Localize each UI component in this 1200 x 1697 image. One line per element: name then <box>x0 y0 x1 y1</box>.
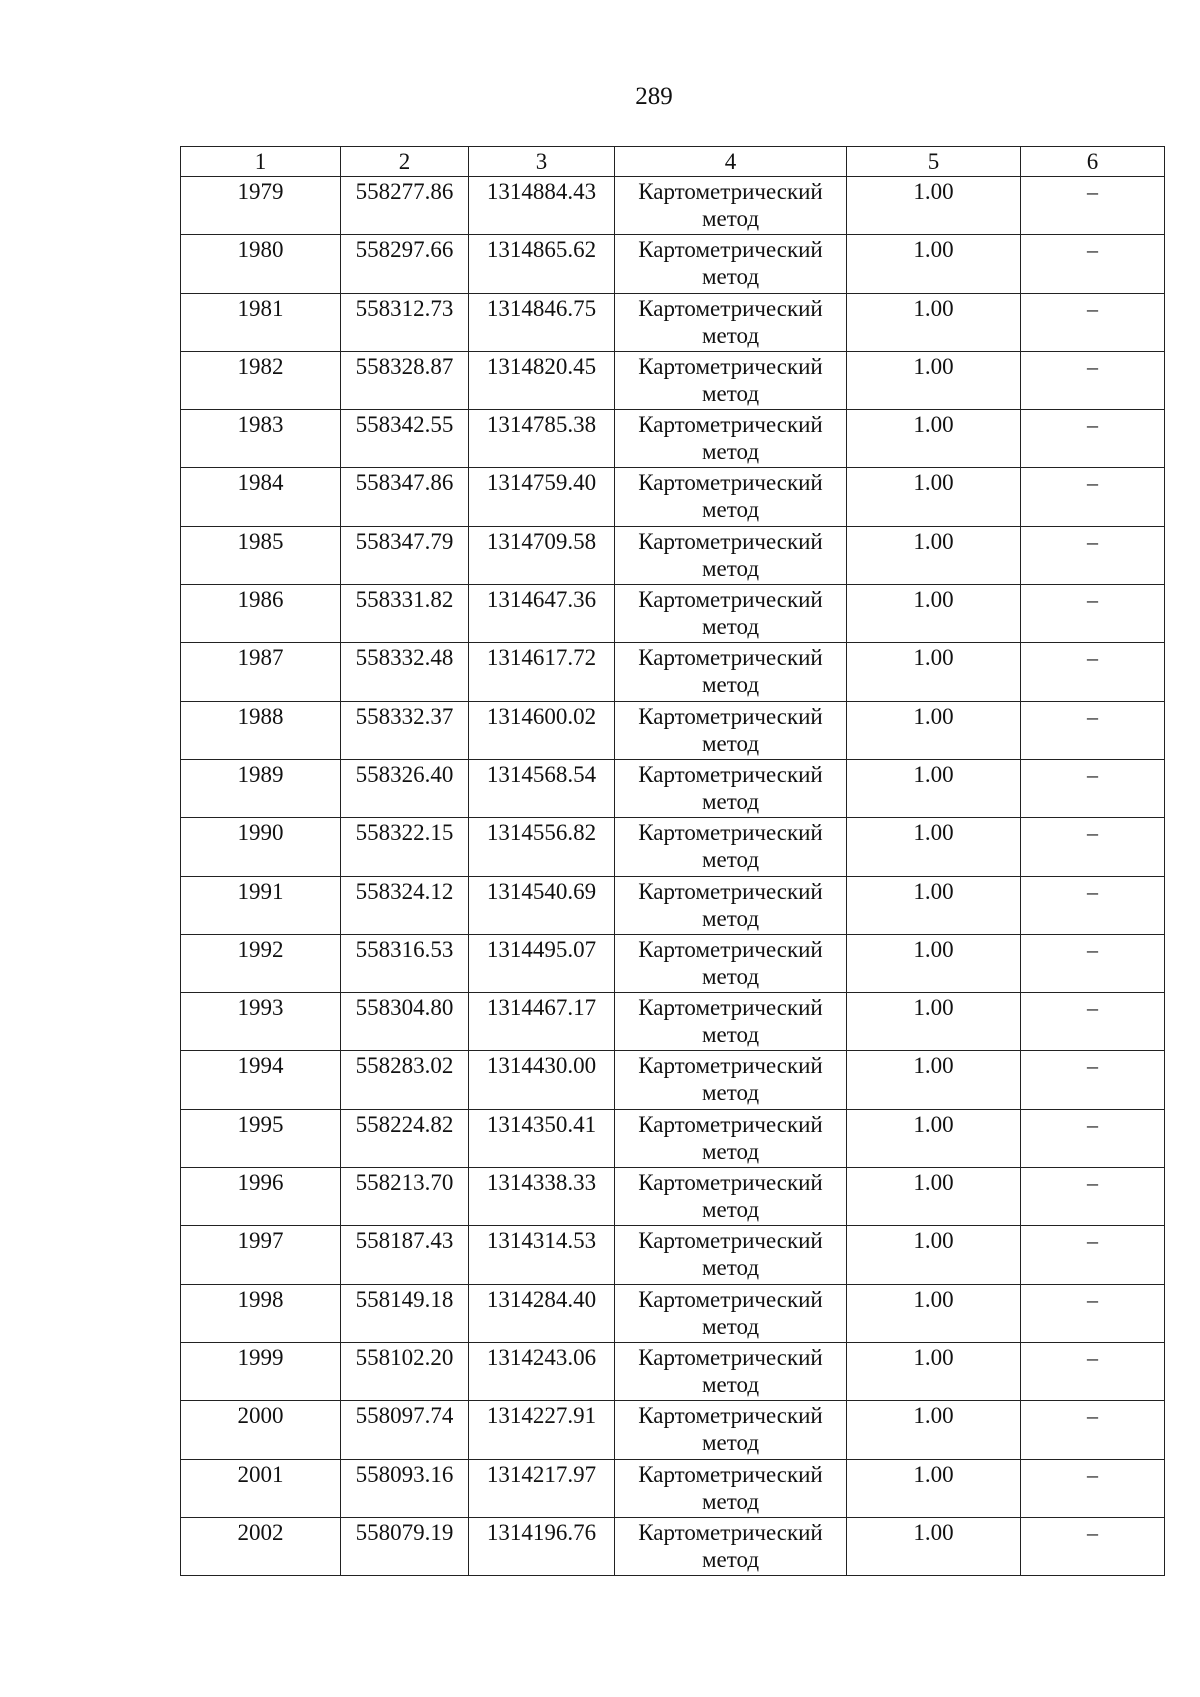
coordinate-y-cell: 1314243.06 <box>469 1342 615 1400</box>
method-text-line2: метод <box>701 1488 760 1514</box>
note-cell: – <box>1021 1168 1165 1226</box>
method-cell <box>615 1109 847 1167</box>
coordinate-y-cell: 1314884.43 <box>469 177 615 235</box>
accuracy-cell: 1.00 <box>847 351 1021 409</box>
method-cell <box>615 759 847 817</box>
note-cell: – <box>1021 293 1165 351</box>
point-number-cell: 1987 <box>181 643 341 701</box>
coordinate-x-cell: 558304.80 <box>341 993 469 1051</box>
method-text-line1: Картометрический <box>638 295 823 321</box>
note-cell: – <box>1021 701 1165 759</box>
table-row <box>181 293 1165 351</box>
method-text-line2: метод <box>701 1138 760 1164</box>
coordinates-table-container <box>180 146 1164 1576</box>
method-text-line1: Картометрический <box>638 1461 823 1487</box>
table-row <box>181 1517 1165 1575</box>
coordinate-x-cell: 558332.48 <box>341 643 469 701</box>
accuracy-cell: 1.00 <box>847 410 1021 468</box>
method-text-line1: Картометрический <box>638 237 823 263</box>
coordinate-x-cell: 558322.15 <box>341 818 469 876</box>
coordinate-y-cell: 1314759.40 <box>469 468 615 526</box>
accuracy-cell: 1.00 <box>847 585 1021 643</box>
note-cell: – <box>1021 876 1165 934</box>
method-text-line2: метод <box>701 1022 760 1048</box>
coordinate-x-cell: 558324.12 <box>341 876 469 934</box>
accuracy-cell: 1.00 <box>847 1342 1021 1400</box>
method-cell <box>615 1051 847 1109</box>
coordinate-y-cell: 1314556.82 <box>469 818 615 876</box>
note-cell: – <box>1021 993 1165 1051</box>
method-text-line1: Картометрический <box>638 703 823 729</box>
point-number-cell: 1992 <box>181 934 341 992</box>
table-row <box>181 1401 1165 1459</box>
method-text-line2: метод <box>701 1430 760 1456</box>
method-cell <box>615 410 847 468</box>
method-text-line2: метод <box>701 730 760 756</box>
accuracy-cell: 1.00 <box>847 1226 1021 1284</box>
accuracy-cell: 1.00 <box>847 993 1021 1051</box>
point-number-cell: 1999 <box>181 1342 341 1400</box>
accuracy-cell: 1.00 <box>847 643 1021 701</box>
column-header-4: 4 <box>615 147 847 177</box>
coordinate-y-cell: 1314820.45 <box>469 351 615 409</box>
header-row <box>181 147 1165 177</box>
method-text-line2: метод <box>701 555 760 581</box>
point-number-cell: 1980 <box>181 235 341 293</box>
method-text-line1: Картометрический <box>638 528 823 554</box>
coordinate-y-cell: 1314709.58 <box>469 526 615 584</box>
column-header-1: 1 <box>181 147 341 177</box>
point-number-cell: 1994 <box>181 1051 341 1109</box>
coordinate-y-cell: 1314540.69 <box>469 876 615 934</box>
method-cell <box>615 876 847 934</box>
point-number-cell: 2001 <box>181 1459 341 1517</box>
accuracy-cell: 1.00 <box>847 235 1021 293</box>
method-text-line2: метод <box>701 206 760 231</box>
coordinate-y-cell: 1314467.17 <box>469 993 615 1051</box>
coordinate-y-cell: 1314846.75 <box>469 293 615 351</box>
method-text-line1: Картометрический <box>638 820 823 846</box>
method-text-line2: метод <box>701 1371 760 1397</box>
table-row <box>181 934 1165 992</box>
accuracy-cell: 1.00 <box>847 1459 1021 1517</box>
coordinate-y-cell: 1314217.97 <box>469 1459 615 1517</box>
accuracy-cell: 1.00 <box>847 177 1021 235</box>
method-cell <box>615 1226 847 1284</box>
accuracy-cell: 1.00 <box>847 1284 1021 1342</box>
coordinate-y-cell: 1314617.72 <box>469 643 615 701</box>
method-cell <box>615 818 847 876</box>
point-number-cell: 1989 <box>181 759 341 817</box>
point-number-cell: 1995 <box>181 1109 341 1167</box>
method-text-line2: метод <box>701 322 760 348</box>
table-row <box>181 1459 1165 1517</box>
method-text-line1: Картометрический <box>638 761 823 787</box>
table-row <box>181 468 1165 526</box>
method-text-line2: метод <box>701 264 760 290</box>
method-cell <box>615 1459 847 1517</box>
method-cell <box>615 643 847 701</box>
coordinate-x-cell: 558149.18 <box>341 1284 469 1342</box>
point-number-cell: 2000 <box>181 1401 341 1459</box>
table-row <box>181 1168 1165 1226</box>
table-body <box>181 177 1165 1576</box>
coordinate-x-cell: 558332.37 <box>341 701 469 759</box>
method-cell <box>615 993 847 1051</box>
note-cell: – <box>1021 235 1165 293</box>
method-text-line1: Картометрический <box>638 645 823 671</box>
method-text-line2: метод <box>701 905 760 931</box>
table-row <box>181 701 1165 759</box>
coordinate-x-cell: 558102.20 <box>341 1342 469 1400</box>
coordinate-x-cell: 558277.86 <box>341 177 469 235</box>
accuracy-cell: 1.00 <box>847 759 1021 817</box>
point-number-cell: 1998 <box>181 1284 341 1342</box>
method-text-line1: Картометрический <box>638 1519 823 1545</box>
table-row <box>181 993 1165 1051</box>
point-number-cell: 1990 <box>181 818 341 876</box>
coordinate-x-cell: 558328.87 <box>341 351 469 409</box>
table-row <box>181 1109 1165 1167</box>
coordinate-x-cell: 558347.79 <box>341 526 469 584</box>
method-text-line2: метод <box>701 380 760 406</box>
note-cell: – <box>1021 643 1165 701</box>
coordinate-x-cell: 558224.82 <box>341 1109 469 1167</box>
note-cell: – <box>1021 1401 1165 1459</box>
note-cell: – <box>1021 1342 1165 1400</box>
method-cell <box>615 293 847 351</box>
accuracy-cell: 1.00 <box>847 818 1021 876</box>
method-cell <box>615 1517 847 1575</box>
method-text-line2: метод <box>701 1255 760 1281</box>
coordinate-x-cell: 558297.66 <box>341 235 469 293</box>
accuracy-cell: 1.00 <box>847 934 1021 992</box>
method-cell <box>615 468 847 526</box>
table-row <box>181 585 1165 643</box>
accuracy-cell: 1.00 <box>847 701 1021 759</box>
method-text-line2: метод <box>701 614 760 640</box>
note-cell: – <box>1021 1459 1165 1517</box>
method-cell <box>615 585 847 643</box>
point-number-cell: 1997 <box>181 1226 341 1284</box>
column-header-2: 2 <box>341 147 469 177</box>
page-number: 289 <box>635 83 673 110</box>
coordinate-y-cell: 1314785.38 <box>469 410 615 468</box>
method-text-line1: Картометрический <box>638 587 823 613</box>
coordinate-x-cell: 558326.40 <box>341 759 469 817</box>
column-header-5: 5 <box>847 147 1021 177</box>
column-header-6: 6 <box>1021 147 1165 177</box>
coordinate-x-cell: 558342.55 <box>341 410 469 468</box>
method-text-line1: Картометрический <box>638 353 823 379</box>
coordinate-x-cell: 558079.19 <box>341 1517 469 1575</box>
method-text-line2: метод <box>701 497 760 523</box>
coordinate-y-cell: 1314495.07 <box>469 934 615 992</box>
point-number-cell: 1982 <box>181 351 341 409</box>
coordinates-table <box>180 146 1165 1576</box>
coordinate-x-cell: 558312.73 <box>341 293 469 351</box>
method-cell <box>615 1342 847 1400</box>
note-cell: – <box>1021 351 1165 409</box>
point-number-cell: 1983 <box>181 410 341 468</box>
method-text-line2: метод <box>701 1080 760 1106</box>
point-number-cell: 1996 <box>181 1168 341 1226</box>
accuracy-cell: 1.00 <box>847 1168 1021 1226</box>
table-row <box>181 1051 1165 1109</box>
column-header-3: 3 <box>469 147 615 177</box>
coordinate-y-cell: 1314314.53 <box>469 1226 615 1284</box>
table-row <box>181 1226 1165 1284</box>
accuracy-cell: 1.00 <box>847 526 1021 584</box>
note-cell: – <box>1021 468 1165 526</box>
method-text-line2: метод <box>701 1313 760 1339</box>
point-number-cell: 1988 <box>181 701 341 759</box>
coordinate-y-cell: 1314338.33 <box>469 1168 615 1226</box>
method-text-line1: Картометрический <box>638 179 823 204</box>
method-cell <box>615 934 847 992</box>
method-cell <box>615 351 847 409</box>
note-cell: – <box>1021 759 1165 817</box>
method-cell <box>615 1168 847 1226</box>
coordinate-y-cell: 1314600.02 <box>469 701 615 759</box>
method-text-line1: Картометрический <box>638 1403 823 1429</box>
accuracy-cell: 1.00 <box>847 293 1021 351</box>
note-cell: – <box>1021 177 1165 235</box>
coordinate-x-cell: 558187.43 <box>341 1226 469 1284</box>
accuracy-cell: 1.00 <box>847 468 1021 526</box>
coordinate-x-cell: 558331.82 <box>341 585 469 643</box>
method-text-line1: Картометрический <box>638 1286 823 1312</box>
point-number-cell: 1984 <box>181 468 341 526</box>
method-text-line1: Картометрический <box>638 1053 823 1079</box>
method-cell <box>615 526 847 584</box>
note-cell: – <box>1021 818 1165 876</box>
table-header <box>181 147 1165 177</box>
table-row <box>181 235 1165 293</box>
accuracy-cell: 1.00 <box>847 1109 1021 1167</box>
table-row <box>181 177 1165 235</box>
method-text-line2: метод <box>701 963 760 989</box>
note-cell: – <box>1021 1284 1165 1342</box>
point-number-cell: 1981 <box>181 293 341 351</box>
accuracy-cell: 1.00 <box>847 1051 1021 1109</box>
note-cell: – <box>1021 1051 1165 1109</box>
table-row <box>181 351 1165 409</box>
accuracy-cell: 1.00 <box>847 1401 1021 1459</box>
accuracy-cell: 1.00 <box>847 876 1021 934</box>
table-row <box>181 1284 1165 1342</box>
table-row <box>181 818 1165 876</box>
point-number-cell: 1979 <box>181 177 341 235</box>
coordinate-y-cell: 1314196.76 <box>469 1517 615 1575</box>
coordinate-y-cell: 1314350.41 <box>469 1109 615 1167</box>
coordinate-y-cell: 1314647.36 <box>469 585 615 643</box>
method-text-line1: Картометрический <box>638 878 823 904</box>
point-number-cell: 1993 <box>181 993 341 1051</box>
note-cell: – <box>1021 1109 1165 1167</box>
note-cell: – <box>1021 526 1165 584</box>
coordinate-x-cell: 558316.53 <box>341 934 469 992</box>
method-text-line1: Картометрический <box>638 936 823 962</box>
point-number-cell: 2002 <box>181 1517 341 1575</box>
coordinate-x-cell: 558097.74 <box>341 1401 469 1459</box>
method-cell <box>615 177 847 235</box>
method-text-line2: метод <box>701 672 760 698</box>
coordinate-y-cell: 1314284.40 <box>469 1284 615 1342</box>
method-cell <box>615 1284 847 1342</box>
coordinate-y-cell: 1314430.00 <box>469 1051 615 1109</box>
table-row <box>181 1342 1165 1400</box>
method-cell <box>615 701 847 759</box>
table-row <box>181 759 1165 817</box>
method-text-line1: Картометрический <box>638 1344 823 1370</box>
note-cell: – <box>1021 410 1165 468</box>
note-cell: – <box>1021 1517 1165 1575</box>
table-row <box>181 410 1165 468</box>
point-number-cell: 1986 <box>181 585 341 643</box>
coordinate-x-cell: 558093.16 <box>341 1459 469 1517</box>
method-text-line1: Картометрический <box>638 995 823 1021</box>
method-cell <box>615 235 847 293</box>
coordinate-y-cell: 1314227.91 <box>469 1401 615 1459</box>
coordinate-y-cell: 1314568.54 <box>469 759 615 817</box>
method-text-line1: Картометрический <box>638 470 823 496</box>
note-cell: – <box>1021 1226 1165 1284</box>
table-row <box>181 876 1165 934</box>
coordinate-x-cell: 558213.70 <box>341 1168 469 1226</box>
coordinate-y-cell: 1314865.62 <box>469 235 615 293</box>
coordinate-x-cell: 558283.02 <box>341 1051 469 1109</box>
note-cell: – <box>1021 934 1165 992</box>
method-text-line1: Картометрический <box>638 1228 823 1254</box>
point-number-cell: 1985 <box>181 526 341 584</box>
method-text-line2: метод <box>701 847 760 873</box>
method-text-line1: Картометрический <box>638 1111 823 1137</box>
method-text-line2: метод <box>701 439 760 465</box>
coordinate-x-cell: 558347.86 <box>341 468 469 526</box>
method-text-line1: Картометрический <box>638 412 823 438</box>
method-text-line2: метод <box>701 1197 760 1223</box>
accuracy-cell: 1.00 <box>847 1517 1021 1575</box>
method-text-line2: метод <box>701 788 760 814</box>
table-row <box>181 643 1165 701</box>
method-text-line1: Картометрический <box>638 1170 823 1196</box>
point-number-cell: 1991 <box>181 876 341 934</box>
note-cell: – <box>1021 585 1165 643</box>
method-text-line2: метод <box>701 1546 760 1572</box>
table-row <box>181 526 1165 584</box>
method-cell <box>615 1401 847 1459</box>
